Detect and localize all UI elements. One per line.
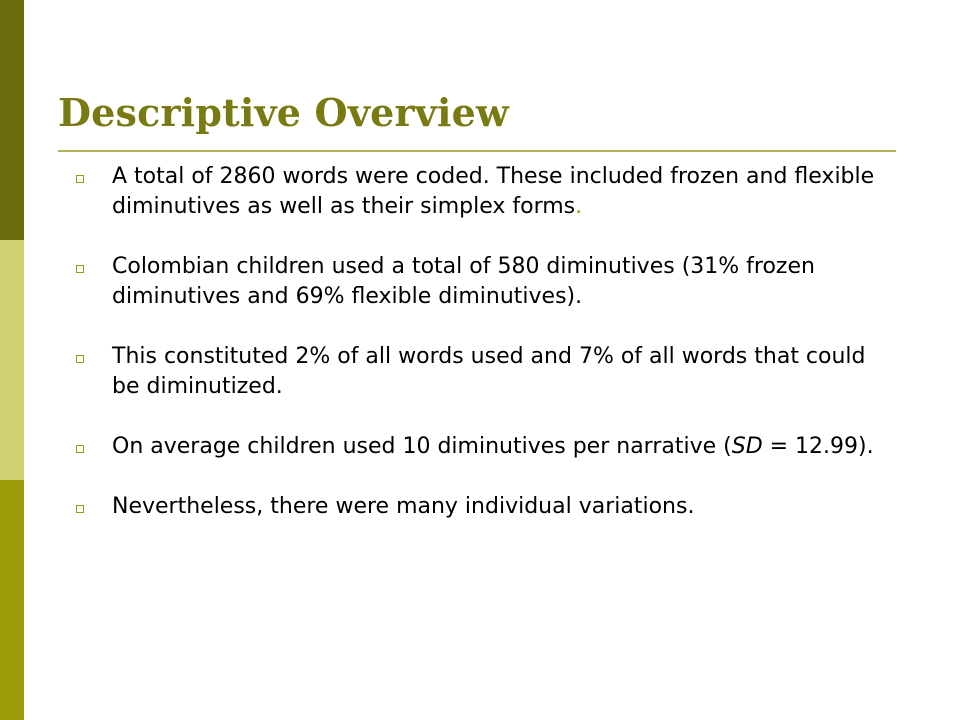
accent-period: . [575, 194, 583, 219]
bullet-item-words-coded [72, 162, 892, 222]
square-bullet-icon [76, 355, 84, 363]
square-bullet-icon [76, 505, 84, 513]
bullet-text: Colombian children used a total of 580 diminutives (31% frozen diminutives and 69% flexible diminutives). [112, 254, 815, 309]
bullet-text-italic: SD [731, 434, 763, 459]
bullet-text-suffix: = 12.99). [762, 434, 874, 459]
bullet-text-prefix: On average children used 10 diminutives per narrative ( [112, 434, 732, 459]
square-bullet-icon [76, 175, 84, 183]
square-bullet-icon [76, 445, 84, 453]
bullet-list [72, 162, 892, 522]
decorative-sidebar [0, 0, 24, 720]
bullet-item-percentages [72, 342, 892, 402]
sidebar-band-middle [0, 240, 24, 480]
bullet-text: Nevertheless, there were many individual variations. [112, 494, 695, 519]
square-bullet-icon [76, 265, 84, 273]
bullet-text: This constituted 2% of all words used and 7% of all words that could be diminutized. [112, 344, 866, 399]
sidebar-band-bottom [0, 480, 24, 720]
title-divider [58, 150, 896, 152]
slide-title: Descriptive Overview [58, 90, 509, 135]
bullet-text: A total of 2860 words were coded. These included frozen and flexible diminutives as well as their simplex forms [112, 164, 875, 219]
bullet-item-average [72, 432, 892, 462]
bullet-item-variations [72, 492, 892, 522]
sidebar-band-top [0, 0, 24, 240]
bullet-item-diminutives-total [72, 252, 892, 312]
